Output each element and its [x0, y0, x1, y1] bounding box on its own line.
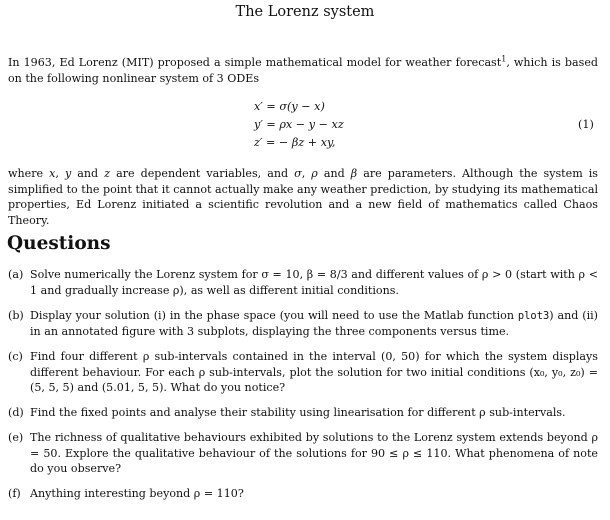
var-x: x [49, 167, 56, 180]
question-d [8, 405, 598, 421]
question-text: Display your solution (i) in the phase space (you will need to use the Matlab function [30, 308, 518, 322]
code-plot3: plot3 [517, 309, 550, 322]
equation-x: x′ = σ(y − x) [254, 100, 325, 113]
var-rho: ρ [311, 167, 318, 180]
questions-list [8, 267, 598, 511]
document-title: The Lorenz system [235, 4, 375, 20]
explanation-paragraph [8, 166, 598, 228]
question-text: Find four different ρ sub-intervals contained in the interval (0, 50) for which the system displays different behaviour. For each ρ sub-intervals, plot the solution for two initial conditions (x₀, y₀, z₀) = (5, 5, 5) and (5.01, 5, 5). What do you notice? [30, 350, 598, 394]
var-sigma: σ [294, 167, 302, 180]
question-text: ) and (ii) in an annotated figure with 3 subplots, displaying the three components versus time. [30, 308, 598, 338]
question-label: (b) [8, 308, 24, 322]
question-label: (d) [8, 406, 24, 419]
equation-y: y′ = ρx − y − xz [254, 118, 344, 131]
var-y: y [64, 167, 72, 180]
question-e [8, 430, 598, 477]
question-text: Solve numerically the Lorenz system for σ = 10, β = 8/3 and different values of ρ > 0 (start with ρ < 1 and gradually increase ρ), as well as different initial conditions. [30, 268, 598, 297]
intro-text-after: , which is based on the following nonlinear system of 3 ODEs [8, 56, 598, 85]
para-text: are dependent variables, and [110, 167, 295, 180]
question-label: (e) [8, 431, 24, 444]
question-text: Anything interesting beyond ρ = 110? [30, 487, 244, 500]
equation-z: z′ = − βz + xy, [254, 136, 336, 149]
para-text: are parameters. Although the system is simplified to the point that it cannot actually make any weather prediction, by studying its mathematical properties, Ed Lorenz initiated a scientific revolution and a new field of mathematics called Chaos Theory. [8, 167, 598, 227]
var-beta: β [350, 167, 358, 180]
para-text: and [71, 167, 105, 180]
para-text: , [301, 167, 312, 180]
lorenz-equations [254, 98, 344, 152]
para-text: where [8, 167, 50, 180]
equation-number: (1) [578, 118, 594, 131]
para-text: , [55, 167, 65, 180]
intro-text: In 1963, Ed Lorenz (MIT) proposed a simple mathematical model for weather forecast [8, 56, 502, 69]
questions-heading: Questions [7, 233, 111, 254]
question-text: Find the fixed points and analyse their stability using linearisation for different ρ sub-intervals. [30, 406, 566, 419]
question-c [8, 349, 598, 396]
var-z: z [104, 167, 111, 180]
question-b [8, 308, 598, 340]
question-label: (a) [8, 268, 24, 281]
para-text: and [317, 167, 351, 180]
question-label: (f) [8, 487, 21, 500]
question-text: The richness of qualitative behaviours exhibited by solutions to the Lorenz system extends beyond ρ = 50. Explore the qualitative behaviour of the solutions for 90 ≤ ρ ≤ 110. What phenomena of note do you observe? [30, 431, 598, 475]
intro-paragraph [8, 55, 598, 86]
question-label: (c) [8, 350, 23, 363]
question-f [8, 486, 598, 502]
footnote-marker: 1 [501, 54, 507, 64]
question-a [8, 267, 598, 298]
